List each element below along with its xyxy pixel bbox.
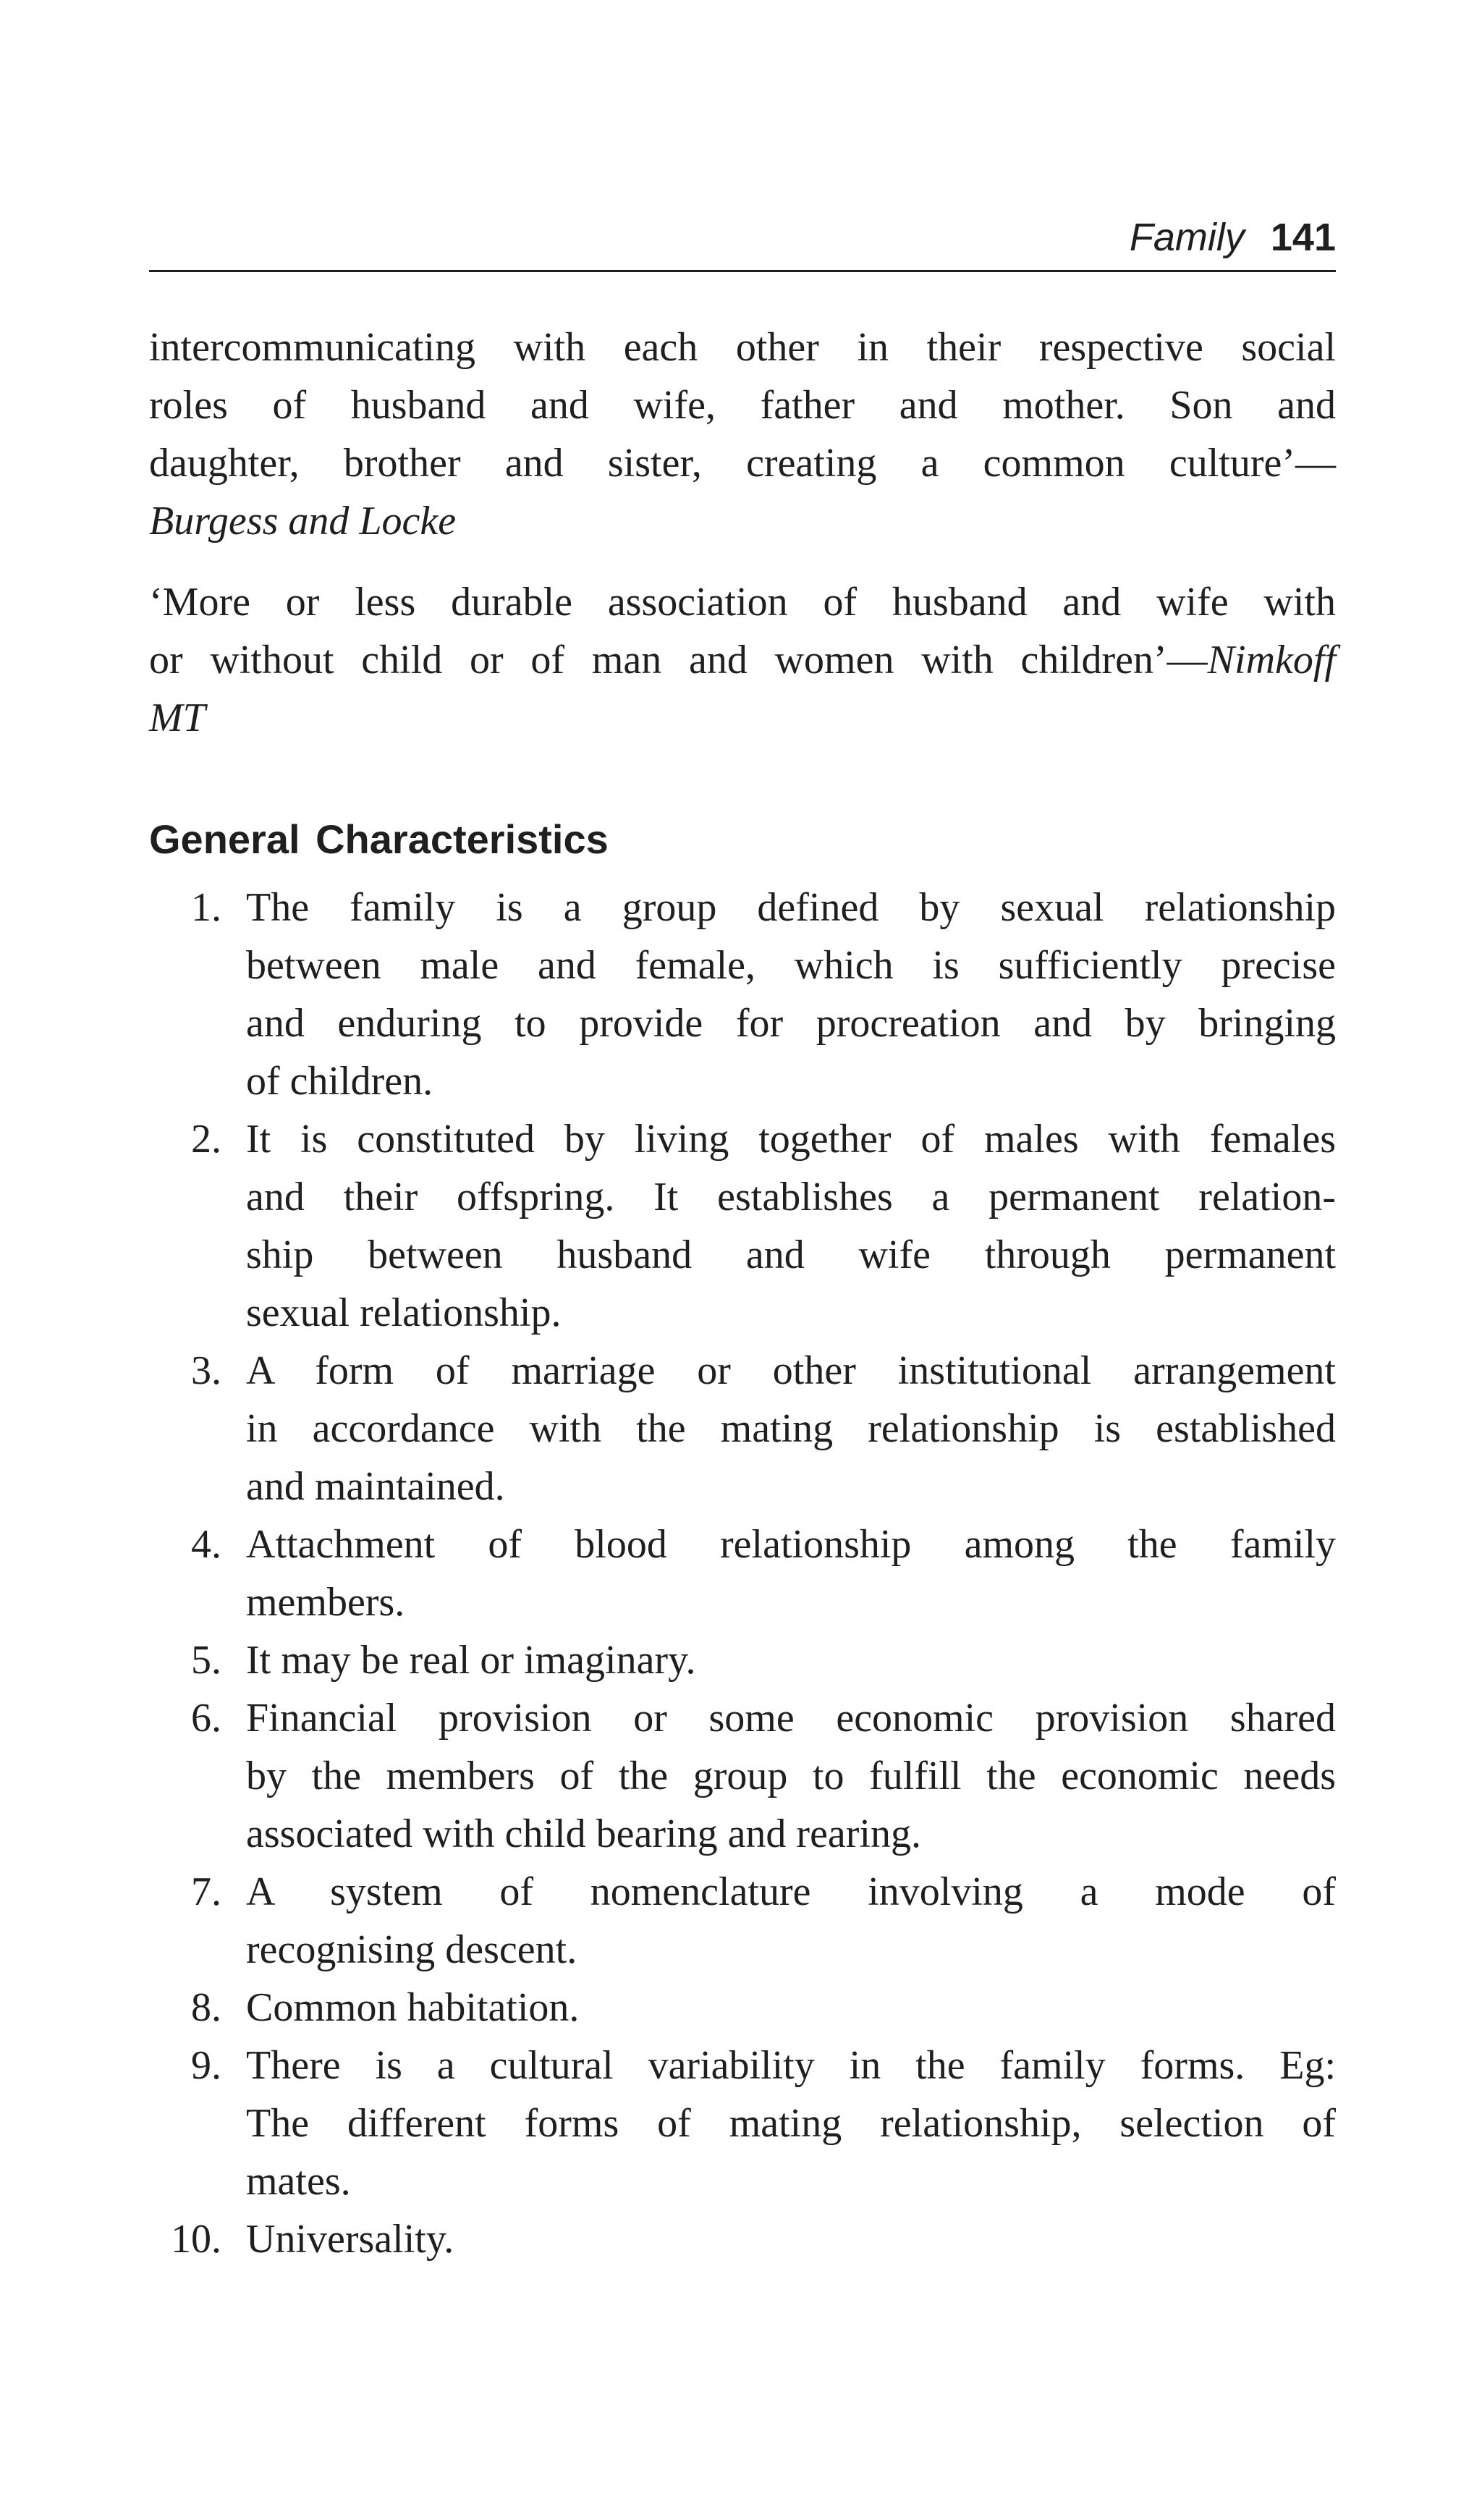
paragraph-line: roles of husband and wife, father and mother. Son and [149, 383, 1336, 428]
page-number: 141 [1270, 216, 1336, 259]
definition-paragraph-1 [149, 318, 1336, 550]
list-item [149, 1631, 1336, 1689]
list-item-text [246, 1631, 1336, 1689]
list-item-line: Attachment of blood relationship among the family [246, 1522, 1336, 1567]
list-item [149, 1689, 1336, 1863]
list-item-line: and maintained. [246, 1464, 505, 1509]
list-item-line: members. [246, 1580, 405, 1625]
list-item-number: 7. [191, 1869, 221, 1914]
paragraph-line: intercommunicating with each other in their respective social [149, 325, 1336, 370]
list-item [149, 1979, 1336, 2037]
header-rule [149, 270, 1336, 272]
list-item-number: 4. [191, 1522, 221, 1567]
list-item-number: 9. [191, 2043, 221, 2088]
list-item-line: Financial provision or some economic provision shared [246, 1696, 1336, 1741]
list-item [149, 1515, 1336, 1631]
list-item-number: 10. [171, 2217, 221, 2262]
list-item-number: 8. [191, 1985, 221, 2030]
list-item-number: 1. [191, 885, 221, 930]
list-item-line: recognising descent. [246, 1927, 577, 1972]
list-item-line: sexual relationship. [246, 1290, 562, 1335]
list-item-text [246, 1342, 1336, 1515]
definition-paragraph-2 [149, 573, 1336, 747]
list-item-line: The different forms of mating relationship, selection of [246, 2101, 1336, 2146]
list-item [149, 879, 1336, 1110]
list-item [149, 2210, 1336, 2268]
attribution-continued: MT [149, 695, 206, 740]
list-item-number: 2. [191, 1117, 221, 1162]
paragraph-line: daughter, brother and sister, creating a common culture’— [149, 441, 1336, 486]
attribution: Nimkoff [1207, 638, 1336, 682]
attribution: Burgess and Locke [149, 499, 457, 544]
list-item-text [246, 1689, 1336, 1863]
list-item-number: 3. [191, 1348, 221, 1393]
list-item-text [246, 1979, 1336, 2037]
list-item-number: 5. [191, 1638, 221, 1683]
list-item-line: and their offspring. It establishes a permanent relation- [246, 1175, 1336, 1219]
list-item-text [246, 1515, 1336, 1631]
list-item-line: ship between husband and wife through permanent [246, 1232, 1336, 1277]
list-item-line: between male and female, which is sufficiently precise [246, 943, 1336, 988]
running-header [1130, 214, 1336, 261]
list-item-line: and enduring to provide for procreation and by bringing [246, 1001, 1336, 1046]
list-item-text [246, 2210, 1336, 2268]
list-item-line: A system of nomenclature involving a mode of [246, 1869, 1336, 1914]
list-item-text [246, 1863, 1336, 1979]
list-item-line: A form of marriage or other institutional arrangement [246, 1348, 1336, 1393]
list-item-line: Universality. [246, 2217, 454, 2262]
list-item [149, 1110, 1336, 1342]
list-item-number: 6. [191, 1696, 221, 1741]
characteristics-list [149, 879, 1336, 2268]
list-item-text [246, 2037, 1336, 2210]
list-item-line: It is constituted by living together of males with females [246, 1117, 1336, 1162]
list-item-line: The family is a group defined by sexual relationship [246, 885, 1336, 930]
list-item-line: Common habitation. [246, 1985, 580, 2030]
paragraph-line-with-attribution [149, 631, 1336, 689]
list-item [149, 2037, 1336, 2210]
list-item-line: associated with child bearing and rearing. [246, 1811, 921, 1856]
list-item-line: in accordance with the mating relationship is established [246, 1406, 1336, 1451]
list-item [149, 1863, 1336, 1979]
list-item-line: It may be real or imaginary. [246, 1638, 696, 1683]
list-item-line: mates. [246, 2159, 351, 2204]
list-item-line: by the members of the group to fulfill the economic needs [246, 1754, 1336, 1798]
paragraph-line: ‘More or less durable association of husband and wife with [149, 580, 1336, 625]
paragraph-line-text: or without child or of man and women with children’— [149, 638, 1208, 682]
list-item-text [246, 879, 1336, 1110]
chapter-title: Family [1129, 216, 1245, 259]
list-item-line: of children. [246, 1059, 433, 1104]
list-item-text [246, 1110, 1336, 1342]
list-item-line: There is a cultural variability in the family forms. Eg: [246, 2043, 1336, 2088]
section-heading: General Characteristics [149, 816, 609, 862]
list-item [149, 1342, 1336, 1515]
